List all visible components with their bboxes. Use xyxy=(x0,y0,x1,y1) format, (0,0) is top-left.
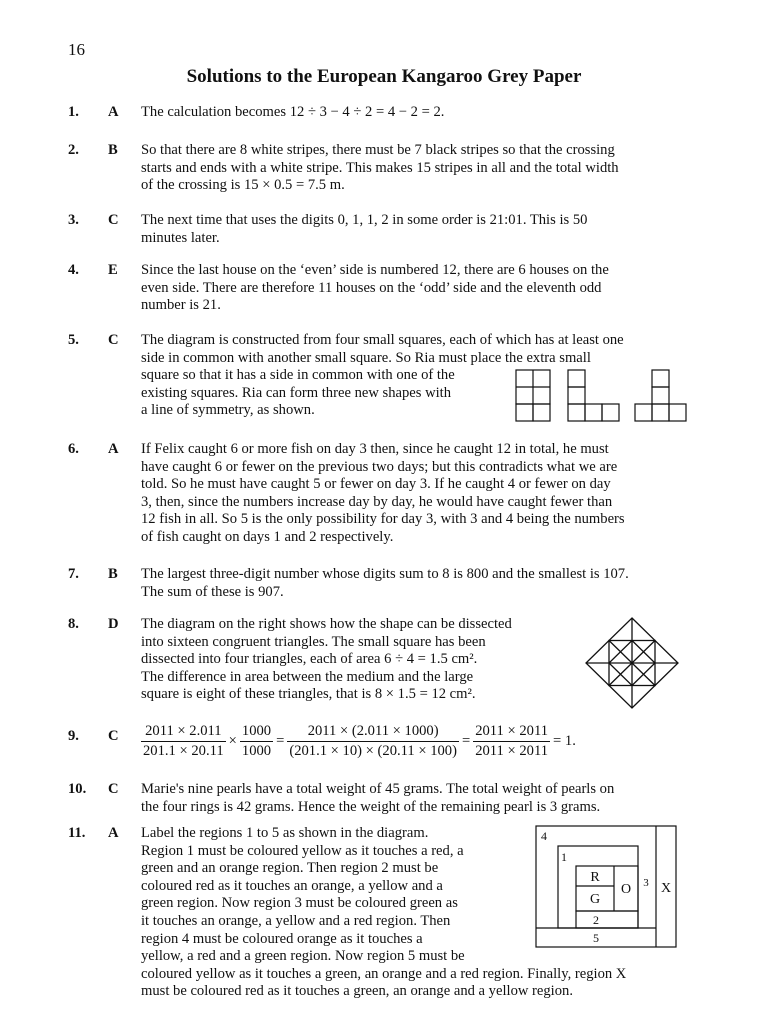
answer-letter: C xyxy=(108,728,119,744)
region-label-4: 4 xyxy=(541,829,547,843)
denominator: (201.1 × 10) × (20.11 × 100) xyxy=(289,743,457,759)
text-line: have caught 6 or fewer on the previous two days; but this contradicts what we are xyxy=(141,458,618,475)
solution-2 xyxy=(68,142,708,195)
question-number: 4. xyxy=(68,262,79,278)
text-line: If Felix caught 6 or more fish on day 3 then, since he caught 12 in total, he must xyxy=(141,441,609,457)
text-line: green region. Now region 3 must be coloured green as xyxy=(141,895,458,912)
text-line: it touches an orange, a yellow and a red region. Then xyxy=(141,912,451,929)
text-line: The calculation becomes 12 ÷ 3 − 4 ÷ 2 = 4 − 2 = 2. xyxy=(141,104,445,120)
solution-10 xyxy=(68,781,708,816)
solution-1 xyxy=(68,104,708,122)
region-label-o: O xyxy=(620,882,632,897)
answer-letter: A xyxy=(108,104,119,120)
answer-letter: C xyxy=(108,332,119,348)
text-line: of the crossing is 15 × 0.5 = 7.5 m. xyxy=(141,177,345,194)
question-number: 5. xyxy=(68,332,79,348)
answer-letter: E xyxy=(108,262,118,278)
text-line: even side. There are therefore 11 houses on the ‘odd’ side and the eleventh odd xyxy=(141,279,602,296)
region-label-g: G xyxy=(589,892,601,907)
text-line: coloured yellow as it touches a green, an orange and a red region. Finally, region X xyxy=(141,965,627,982)
numerator: 2011 × 2.011 xyxy=(141,722,226,742)
denominator: 201.1 × 20.11 xyxy=(143,743,224,759)
solution-9 xyxy=(68,722,708,761)
text-line: told. So he must have caught 5 or fewer on day 3. If he caught 4 or fewer on day xyxy=(141,476,611,493)
region-label-5: 5 xyxy=(593,931,599,945)
solution-6 xyxy=(68,441,708,547)
answer-letter: D xyxy=(108,616,119,632)
question-number: 3. xyxy=(68,212,79,228)
text-line: Label the regions 1 to 5 as shown in the diagram. xyxy=(141,825,429,841)
question-number: 8. xyxy=(68,616,79,632)
answer-letter: C xyxy=(108,212,119,228)
text-line: The diagram is constructed from four small squares, each of which has at least one xyxy=(141,332,624,348)
symmetric-shapes-diagram xyxy=(514,368,690,424)
numerator: 1000 xyxy=(240,722,273,742)
text-line: region 4 must be coloured orange as it touches a xyxy=(141,930,423,947)
result: = 1. xyxy=(553,732,576,749)
text-line: square is eight of these triangles, that is 8 × 1.5 = 12 cm². xyxy=(141,686,476,703)
numerator: 2011 × (2.011 × 1000) xyxy=(287,722,459,742)
answer-letter: A xyxy=(108,825,119,841)
solution-7 xyxy=(68,566,708,601)
text-line: existing squares. Ria can form three new shapes with xyxy=(141,384,452,401)
text-line: 12 fish in all. So 5 is the only possibility for day 3, with 3 and 4 being the numbers xyxy=(141,511,625,528)
fraction xyxy=(141,722,226,761)
text-line: The largest three-digit number whose digits sum to 8 is 800 and the smallest is 107. xyxy=(141,566,629,582)
text-line: yellow, a red and a green region. Now region 5 must be xyxy=(141,948,465,965)
equation xyxy=(141,722,708,761)
region-label-1: 1 xyxy=(561,850,567,864)
fraction xyxy=(240,722,273,761)
answer-letter: B xyxy=(108,142,118,158)
question-number: 1. xyxy=(68,104,79,120)
text-line: a line of symmetry, as shown. xyxy=(141,402,315,419)
text-line: must be coloured red as it touches a green, an orange and a yellow region. xyxy=(141,983,573,1000)
numerator: 2011 × 2011 xyxy=(473,722,550,742)
question-number: 2. xyxy=(68,142,79,158)
answer-letter: C xyxy=(108,781,119,797)
question-number: 7. xyxy=(68,566,79,582)
text-line: dissected into four triangles, each of area 6 ÷ 4 = 1.5 cm². xyxy=(141,651,478,668)
region-label-3: 3 xyxy=(643,877,649,889)
solution-4 xyxy=(68,262,708,315)
text-line: Marie's nine pearls have a total weight of 45 grams. The total weight of pearls on xyxy=(141,781,615,797)
text-line: the four rings is 42 grams. Hence the weight of the remaining pearl is 3 grams. xyxy=(141,798,601,815)
text-line: green and an orange region. Then region 2 must be xyxy=(141,860,439,877)
text-line: minutes later. xyxy=(141,229,220,246)
region-label-x: X xyxy=(660,881,672,896)
region-label-r: R xyxy=(590,870,600,885)
text-line: into sixteen congruent triangles. The small square has been xyxy=(141,633,486,650)
text-line: starts and ends with a white stripe. This makes 15 stripes in all and the total width xyxy=(141,159,619,176)
text-line: 3, then, since the numbers increase day by day, he would have caught fewer than xyxy=(141,493,613,510)
fraction xyxy=(473,722,550,761)
text-line: of fish caught on days 1 and 2 respectively. xyxy=(141,528,394,545)
question-number: 6. xyxy=(68,441,79,457)
text-line: number is 21. xyxy=(141,297,221,314)
solution-3 xyxy=(68,212,708,247)
text-line: The next time that uses the digits 0, 1, 1, 2 in some order is 21:01. This is 50 xyxy=(141,212,588,228)
text-line: The sum of these is 907. xyxy=(141,583,284,600)
region-label-2: 2 xyxy=(593,913,599,927)
regions-diagram xyxy=(534,824,680,950)
text-line: Since the last house on the ‘even’ side is numbered 12, there are 6 houses on the xyxy=(141,262,609,278)
text-line: The difference in area between the medium and the large xyxy=(141,668,474,685)
question-number: 9. xyxy=(68,728,79,744)
answer-letter: B xyxy=(108,566,118,582)
answer-letter: A xyxy=(108,441,119,457)
dissected-squares-diagram xyxy=(584,616,680,710)
text-line: coloured red as it touches an orange, a yellow and a xyxy=(141,877,443,894)
page-title: Solutions to the European Kangaroo Grey Paper xyxy=(186,66,582,87)
question-number: 10. xyxy=(68,781,87,797)
text-line: square so that it has a side in common with one of the xyxy=(141,367,455,384)
fraction xyxy=(287,722,459,761)
operator: = xyxy=(461,732,471,749)
text-line: side in common with another small square. So Ria must place the extra small xyxy=(141,349,591,366)
page-number: 16 xyxy=(68,40,85,59)
denominator: 1000 xyxy=(241,743,272,759)
denominator: 2011 × 2011 xyxy=(475,743,549,759)
text-line: Region 1 must be coloured yellow as it touches a red, a xyxy=(141,842,464,859)
text-line: So that there are 8 white stripes, there must be 7 black stripes so that the crossing xyxy=(141,142,615,158)
operator: × xyxy=(228,732,237,749)
text-line: The diagram on the right shows how the shape can be dissected xyxy=(141,616,512,632)
operator: = xyxy=(276,732,285,749)
question-number: 11. xyxy=(68,825,86,841)
